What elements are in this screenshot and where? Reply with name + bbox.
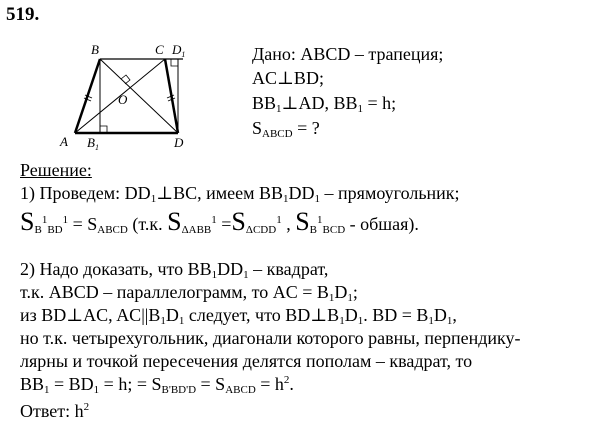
given-line-2: AC⊥BD; [252, 68, 324, 88]
given-line-4: $S_{ABCD}$ = ? [252, 118, 320, 140]
label-C: C [155, 42, 164, 57]
solution-heading: Решение: [20, 160, 92, 180]
trapezoid-figure [55, 40, 205, 155]
solution-step2-line6: $BB_1 = BD_1 = h$; = $S_{B'BD'D} = S_{ABCD} = h^2$. [20, 374, 294, 396]
figure-lines [75, 59, 183, 133]
label-D: D [174, 135, 184, 150]
label-B: B [91, 42, 99, 57]
label-A: A [60, 134, 68, 149]
solution-step1: 1) Проведем: $DD_1\perp BC$, имеем $BB_1DD_1$ – прямоугольник; [20, 183, 460, 205]
label-D1: $D_1$ [172, 42, 186, 59]
label-B1: $B_1$ [87, 135, 99, 152]
answer: Ответ: $h^2$ [20, 401, 90, 421]
given-line-3: $BB_1\perp AD$, $BB_1 = h$; [252, 93, 397, 115]
solution-step2-line4: но т.к. четырехугольник, диагонали которого равны, перпендику- [20, 328, 521, 348]
solution-step1-formula: $S_B^1_{BD}^1 = S_{ABCD}$ (т.к. $S_{\Delta ABB}^1 =S_{\Delta CDD}^1$ , $S_B^1_{BCD}$ - обшая). [20, 207, 419, 236]
label-O: O [118, 92, 128, 107]
problem-number: 519. [6, 4, 40, 25]
given-line-1: Дано: ABCD – трапеция; [252, 44, 444, 64]
solution-step2-line1: 2) Надо доказать, что $BB_1DD_1$ – квадрат, [20, 259, 329, 281]
solution-step2-line5: лярны и точкой пересечения делятся пополам – квадрат, то [20, 351, 473, 371]
solution-step2-line3: из BD⊥AC, $AC||B_1D_1$ следует, что $BD\perp B_1D_1$. BD = $B_1D_1$, [20, 305, 457, 327]
solution-step2-line2: т.к. ABCD – параллелограмм, то AC = $B_1D_1$; [20, 282, 358, 304]
